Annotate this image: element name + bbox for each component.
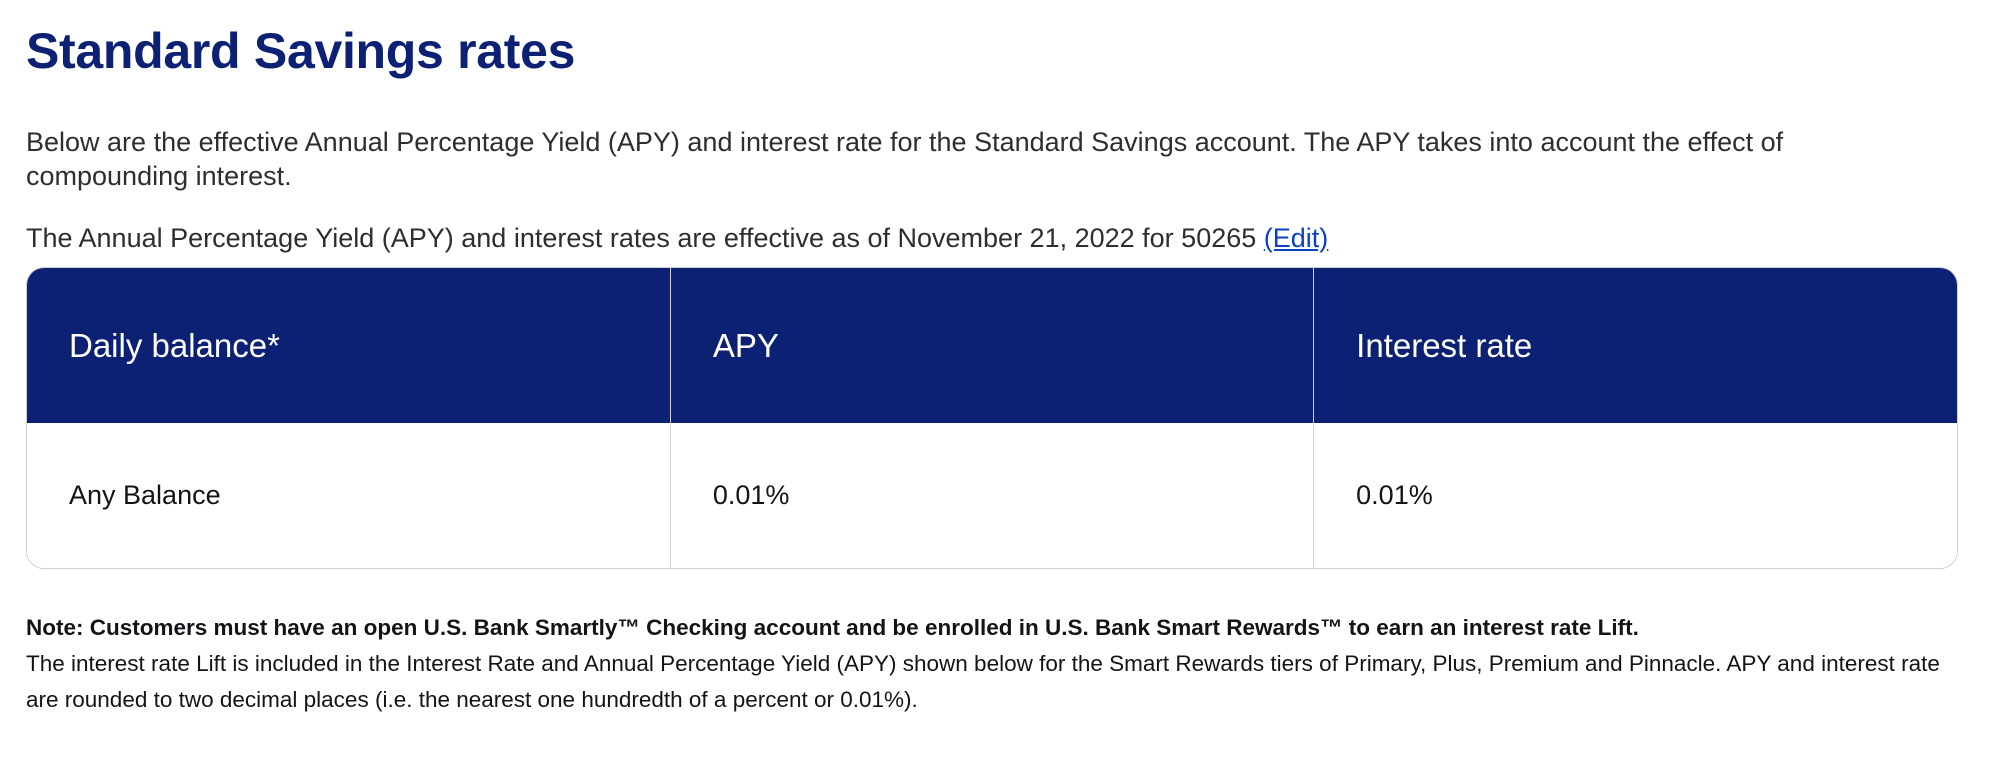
effective-date-text	[26, 221, 1966, 255]
cell-apy: 0.01%	[670, 423, 1313, 568]
effective-date-label: The Annual Percentage Yield (APY) and interest rates are effective as of November 21, 2022 for 50265	[26, 223, 1257, 253]
disclosure-note	[26, 610, 1966, 718]
header-daily-balance: Daily balance*	[27, 268, 670, 423]
table-row	[27, 423, 1957, 568]
edit-zip-link[interactable]: (Edit)	[1263, 223, 1329, 253]
rates-page	[26, 0, 1966, 712]
note-body: The interest rate Lift is included in the Interest Rate and Annual Percentage Yield (APY) shown below for the Smart Rewards tiers of Primary, Plus, Premium and Pinnacle. APY and interest rate are rounded to two decimal places (i.e. the nearest one hundredth of a percent or 0.01%).	[26, 651, 1940, 712]
note-heading: Note: Customers must have an open U.S. Bank Smartly™ Checking account and be enrolled in U.S. Bank Smart Rewards™ to earn an interest rate Lift.	[26, 615, 1639, 640]
cell-daily-balance: Any Balance	[27, 423, 670, 568]
intro-paragraph: Below are the effective Annual Percentage Yield (APY) and interest rate for the Standard Savings account. The APY takes into account the effect of compounding interest.	[26, 127, 1784, 191]
header-interest-rate: Interest rate	[1314, 268, 1957, 423]
header-apy: APY	[670, 268, 1313, 423]
cell-interest-rate: 0.01%	[1314, 423, 1957, 568]
page-title: Standard Savings rates	[26, 23, 576, 79]
rates-table	[26, 267, 1958, 569]
table-header-row	[27, 268, 1957, 423]
